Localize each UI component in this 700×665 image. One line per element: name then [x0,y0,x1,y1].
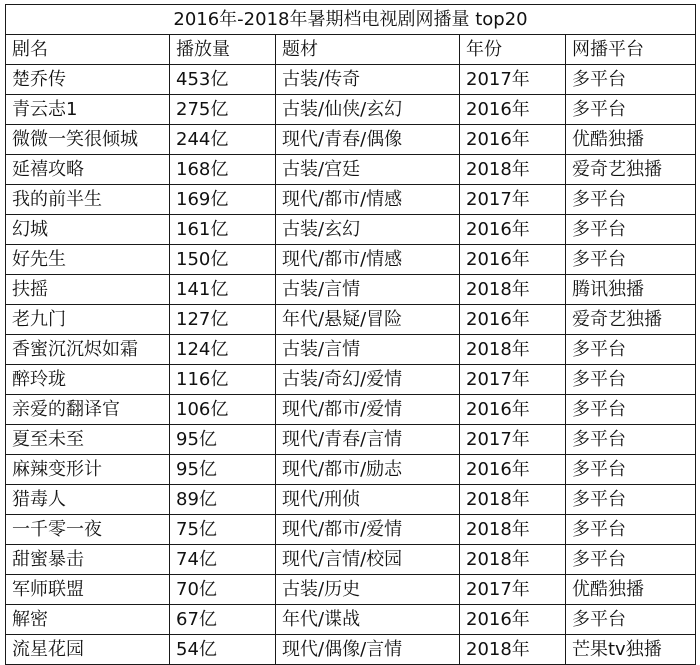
title-row [6,5,696,35]
views-cell[interactable]: 275亿 [170,95,276,125]
name-cell[interactable]: 青云志1 [6,95,170,125]
views-cell[interactable]: 67亿 [170,605,276,635]
table-row [6,365,696,395]
genre-cell[interactable]: 现代/青春/言情 [276,425,460,455]
views-cell[interactable]: 74亿 [170,545,276,575]
table-row [6,455,696,485]
name-cell[interactable]: 亲爱的翻译官 [6,395,170,425]
table-row [6,605,696,635]
views-cell[interactable]: 124亿 [170,335,276,365]
views-cell[interactable]: 453亿 [170,65,276,95]
platform-cell[interactable]: 爱奇艺独播 [566,305,696,335]
genre-cell[interactable]: 年代/谍战 [276,605,460,635]
table-row [6,515,696,545]
platform-cell[interactable]: 优酷独播 [566,125,696,155]
year-cell[interactable]: 2016年 [460,125,566,155]
views-cell[interactable]: 127亿 [170,305,276,335]
year-cell[interactable]: 2016年 [460,95,566,125]
header-cell-year[interactable]: 年份 [460,35,566,65]
name-cell[interactable]: 解密 [6,605,170,635]
genre-cell[interactable]: 现代/都市/爱情 [276,395,460,425]
genre-cell[interactable]: 现代/都市/情感 [276,245,460,275]
genre-cell[interactable]: 现代/刑侦 [276,485,460,515]
header-row [6,35,696,65]
year-cell[interactable]: 2018年 [460,335,566,365]
table-row [6,485,696,515]
platform-cell[interactable]: 爱奇艺独播 [566,155,696,185]
table-row [6,275,696,305]
name-cell[interactable]: 甜蜜暴击 [6,545,170,575]
views-cell[interactable]: 95亿 [170,425,276,455]
name-cell[interactable]: 好先生 [6,245,170,275]
genre-cell[interactable]: 古装/传奇 [276,65,460,95]
platform-cell[interactable]: 多平台 [566,605,696,635]
year-cell[interactable]: 2016年 [460,455,566,485]
name-cell[interactable]: 猎毒人 [6,485,170,515]
platform-cell[interactable]: 多平台 [566,65,696,95]
table-row [6,335,696,365]
views-cell[interactable]: 168亿 [170,155,276,185]
table-row [6,425,696,455]
genre-cell[interactable]: 古装/仙侠/玄幻 [276,95,460,125]
year-cell[interactable]: 2016年 [460,605,566,635]
platform-cell[interactable]: 腾讯独播 [566,275,696,305]
platform-cell[interactable]: 多平台 [566,545,696,575]
table-row [6,215,696,245]
platform-cell[interactable]: 多平台 [566,425,696,455]
header-cell-views[interactable]: 播放量 [170,35,276,65]
views-cell[interactable]: 141亿 [170,275,276,305]
year-cell[interactable]: 2017年 [460,65,566,95]
table-body [6,65,696,665]
genre-cell[interactable]: 古装/玄幻 [276,215,460,245]
platform-cell[interactable]: 多平台 [566,95,696,125]
genre-cell[interactable]: 现代/都市/励志 [276,455,460,485]
year-cell[interactable]: 2016年 [460,395,566,425]
name-cell[interactable]: 军师联盟 [6,575,170,605]
genre-cell[interactable]: 现代/青春/偶像 [276,125,460,155]
year-cell[interactable]: 2018年 [460,155,566,185]
year-cell[interactable]: 2017年 [460,575,566,605]
table-row [6,245,696,275]
table-row [6,575,696,605]
name-cell[interactable]: 香蜜沉沉烬如霜 [6,335,170,365]
views-cell[interactable]: 70亿 [170,575,276,605]
header-cell-name[interactable]: 剧名 [6,35,170,65]
platform-cell[interactable]: 多平台 [566,515,696,545]
genre-cell[interactable]: 现代/都市/情感 [276,185,460,215]
name-cell[interactable]: 醉玲珑 [6,365,170,395]
platform-cell[interactable]: 多平台 [566,485,696,515]
table-row [6,185,696,215]
year-cell[interactable]: 2018年 [460,635,566,665]
year-cell[interactable]: 2016年 [460,245,566,275]
views-cell[interactable]: 169亿 [170,185,276,215]
table-row [6,95,696,125]
name-cell[interactable]: 麻辣变形计 [6,455,170,485]
table-row [6,65,696,95]
name-cell[interactable]: 夏至未至 [6,425,170,455]
table-row [6,545,696,575]
table-row [6,125,696,155]
genre-cell[interactable]: 现代/都市/爱情 [276,515,460,545]
year-cell[interactable]: 2018年 [460,515,566,545]
name-cell[interactable]: 延禧攻略 [6,155,170,185]
name-cell[interactable]: 幻城 [6,215,170,245]
name-cell[interactable]: 微微一笑很倾城 [6,125,170,155]
table-row [6,395,696,425]
name-cell[interactable]: 我的前半生 [6,185,170,215]
platform-cell[interactable]: 多平台 [566,395,696,425]
views-cell[interactable]: 106亿 [170,395,276,425]
views-cell[interactable]: 54亿 [170,635,276,665]
platform-cell[interactable]: 多平台 [566,185,696,215]
views-cell[interactable]: 161亿 [170,215,276,245]
name-cell[interactable]: 一千零一夜 [6,515,170,545]
table-title[interactable]: 2016年-2018年暑期档电视剧网播量 top20 [6,5,696,35]
name-cell[interactable]: 老九门 [6,305,170,335]
platform-cell[interactable]: 优酷独播 [566,575,696,605]
views-cell[interactable]: 89亿 [170,485,276,515]
table-row [6,305,696,335]
platform-cell[interactable]: 多平台 [566,245,696,275]
genre-cell[interactable]: 古装/言情 [276,275,460,305]
views-cell[interactable]: 75亿 [170,515,276,545]
genre-cell[interactable]: 现代/言情/校园 [276,545,460,575]
genre-cell[interactable]: 现代/偶像/言情 [276,635,460,665]
name-cell[interactable]: 楚乔传 [6,65,170,95]
ratings-table [5,4,696,665]
platform-cell[interactable]: 多平台 [566,365,696,395]
table-row [6,635,696,665]
name-cell[interactable]: 流星花园 [6,635,170,665]
year-cell[interactable]: 2018年 [460,485,566,515]
genre-cell[interactable]: 古装/历史 [276,575,460,605]
year-cell[interactable]: 2017年 [460,425,566,455]
year-cell[interactable]: 2016年 [460,305,566,335]
header-cell-platform[interactable]: 网播平台 [566,35,696,65]
year-cell[interactable]: 2017年 [460,185,566,215]
views-cell[interactable]: 95亿 [170,455,276,485]
genre-cell[interactable]: 古装/奇幻/爱情 [276,365,460,395]
header-cell-genre[interactable]: 题材 [276,35,460,65]
year-cell[interactable]: 2016年 [460,215,566,245]
genre-cell[interactable]: 古装/宫廷 [276,155,460,185]
name-cell[interactable]: 扶摇 [6,275,170,305]
views-cell[interactable]: 116亿 [170,365,276,395]
platform-cell[interactable]: 多平台 [566,335,696,365]
views-cell[interactable]: 244亿 [170,125,276,155]
platform-cell[interactable]: 多平台 [566,455,696,485]
year-cell[interactable]: 2018年 [460,545,566,575]
views-cell[interactable]: 150亿 [170,245,276,275]
year-cell[interactable]: 2017年 [460,365,566,395]
genre-cell[interactable]: 年代/悬疑/冒险 [276,305,460,335]
genre-cell[interactable]: 古装/言情 [276,335,460,365]
platform-cell[interactable]: 多平台 [566,215,696,245]
table-row [6,155,696,185]
platform-cell[interactable]: 芒果tv独播 [566,635,696,665]
year-cell[interactable]: 2018年 [460,275,566,305]
